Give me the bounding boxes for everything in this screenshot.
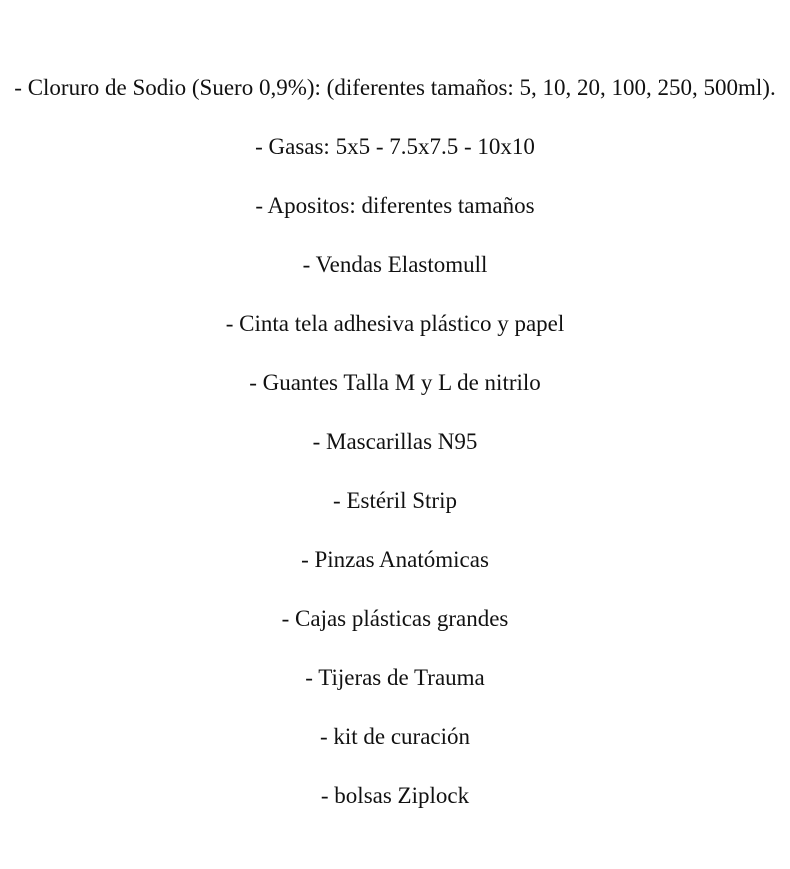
list-item-kit-curacion: - kit de curación — [319, 724, 471, 749]
list-item-vendas: - Vendas Elastomull — [302, 252, 488, 277]
list-item-suero: - Cloruro de Sodio (Suero 0,9%): (diferentes tamaños: 5, 10, 20, 100, 250, 500ml). — [14, 75, 776, 100]
list-item-apositos: - Apositos: diferentes tamaños — [255, 193, 535, 218]
list-item-cinta: - Cinta tela adhesiva plástico y papel — [225, 311, 565, 336]
list-item-gasas: - Gasas: 5x5 - 7.5x7.5 - 10x10 — [255, 134, 535, 159]
list-item-pinzas: - Pinzas Anatómicas — [301, 547, 489, 572]
list-item-cajas: - Cajas plásticas grandes — [281, 606, 509, 631]
list-item-steril-strip: - Estéril Strip — [333, 488, 457, 513]
supply-list — [0, 72, 790, 812]
list-item-bolsas: - bolsas Ziplock — [320, 783, 470, 808]
list-item-mascarillas: - Mascarillas N95 — [312, 429, 478, 454]
list-item-tijeras: - Tijeras de Trauma — [305, 665, 485, 690]
list-item-guantes: - Guantes Talla M y L de nitrilo — [249, 370, 541, 395]
